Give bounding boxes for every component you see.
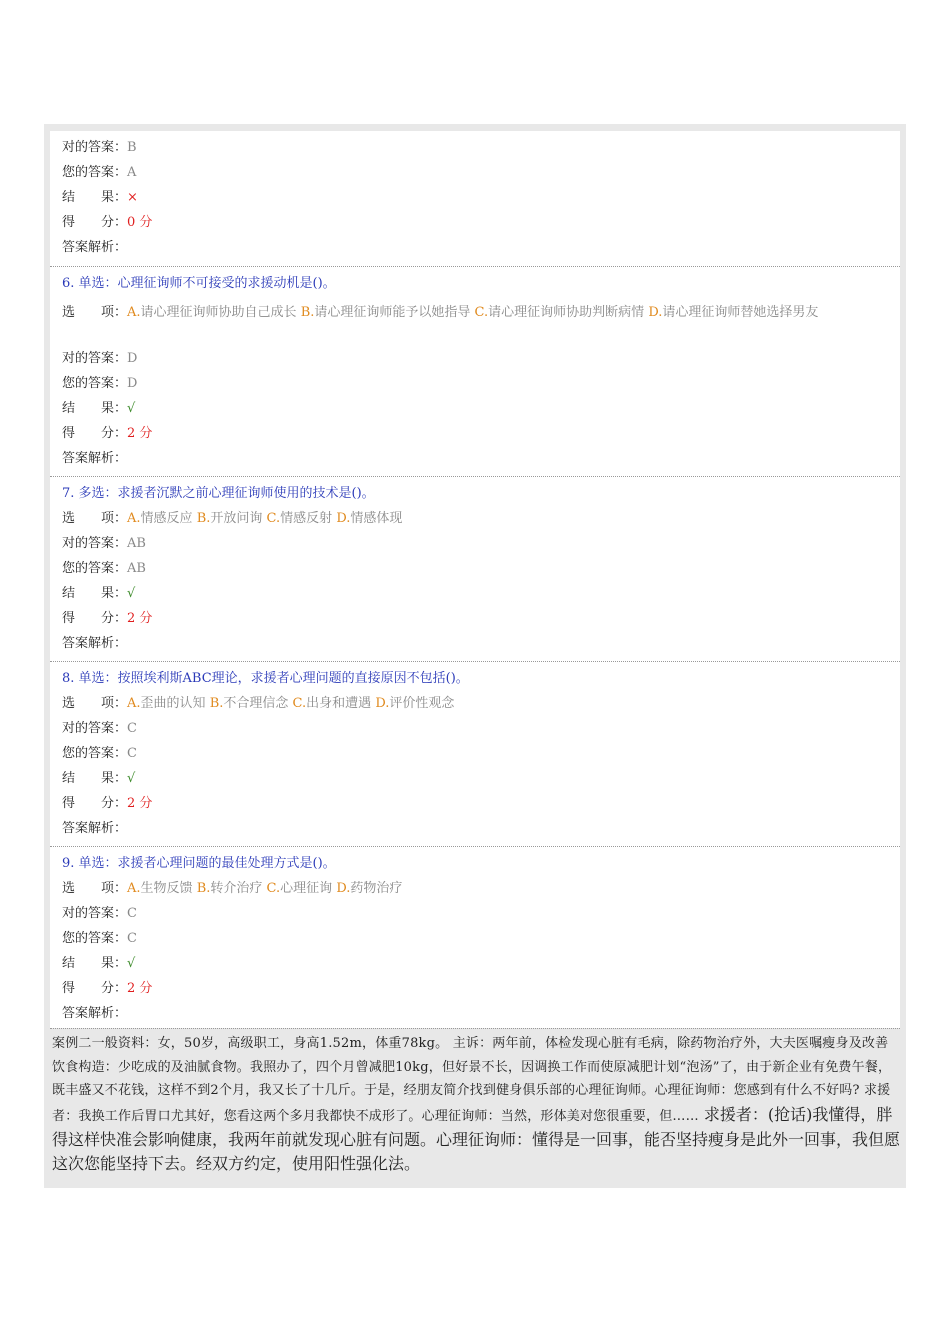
option-letter: D. (336, 511, 351, 526)
option-text: 开放问询 (210, 511, 263, 526)
option-text: 不合理信念 (223, 696, 289, 711)
analysis-row: 答案解析： (62, 451, 128, 466)
question-block-8 (50, 662, 900, 847)
option-letter: D. (648, 305, 663, 320)
question-block-7 (50, 477, 900, 662)
check-mark-icon: √ (127, 771, 136, 786)
option-letter: C. (266, 881, 281, 896)
question-title: 8. 单选：按照埃利斯ABC理论，求援者心理问题的直接原因不包括()。 (62, 671, 469, 686)
result-row: 结 果：√ (62, 586, 136, 601)
correct-answer-row: 对的答案：AB (62, 536, 146, 551)
option-text: 请心理征询师替她选择男友 (662, 305, 819, 320)
option-letter: A. (127, 881, 141, 896)
your-answer-row: 您的答案：C (62, 746, 137, 761)
option-text: 评价性观念 (389, 696, 455, 711)
analysis-row: 答案解析： (62, 636, 128, 651)
score-value: 2 分 (127, 611, 153, 626)
option-text: 转介治疗 (210, 881, 263, 896)
your-answer-row: 您的答案：C (62, 931, 137, 946)
question-title: 9. 单选：求援者心理问题的最佳处理方式是()。 (62, 856, 336, 871)
answer-panel (50, 131, 900, 1028)
your-answer: C (127, 746, 137, 761)
question-block-6 (50, 267, 900, 477)
your-answer-row: 您的答案：A (62, 165, 137, 180)
option-letter: D. (336, 881, 351, 896)
your-answer: A (127, 165, 137, 180)
option-letter: B. (196, 511, 211, 526)
correct-answer-row: 对的答案：C (62, 906, 137, 921)
option-letter: A. (127, 511, 141, 526)
score-row: 得 分：2 分 (62, 426, 153, 441)
score-value: 2 分 (127, 981, 153, 996)
analysis-row: 答案解析： (62, 240, 128, 255)
options-row: 选 项：A.请心理征询师协助自己成长 B.请心理征询师能予以她指导 C.请心理征询师协助判断病情 D.请心理征询师替她选择男友 (62, 305, 819, 320)
your-answer-row: 您的答案：AB (62, 561, 146, 576)
result-row: 结 果：× (62, 190, 138, 205)
option-text: 心理征询 (280, 881, 333, 896)
option-text: 生物反馈 (140, 881, 193, 896)
option-letter: A. (127, 696, 141, 711)
correct-answer: D (127, 351, 138, 366)
score-value: 0 分 (127, 215, 153, 230)
options-row: 选 项：A.歪曲的认知 B.不合理信念 C.出身和遭遇 D.评价性观念 (62, 696, 455, 711)
option-text: 请心理征询师协助判断病情 (488, 305, 645, 320)
score-value: 2 分 (127, 426, 153, 441)
option-letter: B. (209, 696, 224, 711)
correct-answer: C (127, 906, 137, 921)
score-value: 2 分 (127, 796, 153, 811)
question-title: 6. 单选：心理征询师不可接受的求援动机是()。 (62, 276, 336, 291)
options-row: 选 项：A.生物反馈 B.转介治疗 C.心理征询 D.药物治疗 (62, 881, 403, 896)
question-title: 7. 多选：求援者沉默之前心理征询师使用的技术是()。 (62, 486, 375, 501)
correct-answer: B (127, 140, 137, 155)
your-answer: C (127, 931, 137, 946)
score-row: 得 分：2 分 (62, 796, 153, 811)
option-text: 请心理征询师能予以她指导 (314, 305, 471, 320)
correct-answer: AB (127, 536, 146, 551)
question-block-9 (50, 847, 900, 1029)
check-mark-icon: √ (127, 401, 136, 416)
result-row: 结 果：√ (62, 771, 136, 786)
options-row: 选 项：A.情感反应 B.开放问询 C.情感反射 D.情感体现 (62, 511, 403, 526)
case-description (52, 1032, 900, 1175)
question-block-5 (50, 131, 900, 267)
option-letter: C. (474, 305, 489, 320)
option-letter: C. (292, 696, 307, 711)
case-text-part2: 求援者：(抢话)我懂得，胖得这样快准会影响健康，我两年前就发现心脏有问题。心理征询师：懂得是一回事，能否坚持瘦身是此外一回事，我但愿这次您能坚持下去。经双方约定，使用阳性强化法。 (52, 1104, 901, 1173)
option-text: 出身和遭遇 (306, 696, 372, 711)
option-text: 情感反应 (140, 511, 193, 526)
result-row: 结 果：√ (62, 401, 136, 416)
option-text: 请心理征询师协助自己成长 (140, 305, 297, 320)
option-letter: B. (196, 881, 211, 896)
check-mark-icon: √ (127, 956, 136, 971)
option-text: 情感反射 (280, 511, 333, 526)
option-letter: C. (266, 511, 281, 526)
option-text: 药物治疗 (350, 881, 403, 896)
case-text-part1: 案例二一般资料：女，50岁，高级职工，身高1.52m，体重78kg。 主诉：两年前，体检发现心脏有毛病，除药物治疗外，大夫医嘱瘦身及改善饮食构造：少吃成的及油腻食物。我照办了，四个月曾减肥10kg，但好景不长，因调换工作而使原减肥计划“泡汤”了，由于新企业有免费午餐，既丰盛又不花钱，这样不到2个月，我又长了十几斤。于是，经朋友简介找到健身俱乐部的心理征询师。心理征询师：您感到有什么不好吗? 求援者：我换工作后胃口尤其好，您看这两个多月我都快不成形了。心理征询师：当然，形体美对您很重要，但…… (52, 1036, 892, 1124)
option-letter: A. (127, 305, 141, 320)
check-mark-icon: √ (127, 586, 136, 601)
score-row: 得 分：0 分 (62, 215, 153, 230)
result-row: 结 果：√ (62, 956, 136, 971)
correct-answer-row: 对的答案：B (62, 140, 137, 155)
option-letter: B. (300, 305, 315, 320)
wrong-mark-icon: × (127, 190, 138, 205)
option-text: 歪曲的认知 (140, 696, 206, 711)
your-answer: AB (127, 561, 146, 576)
correct-answer-row: 对的答案：D (62, 351, 138, 366)
option-letter: D. (375, 696, 390, 711)
option-text: 情感体现 (350, 511, 403, 526)
analysis-row: 答案解析： (62, 1006, 128, 1021)
score-row: 得 分：2 分 (62, 611, 153, 626)
analysis-row: 答案解析： (62, 821, 128, 836)
correct-answer-row: 对的答案：C (62, 721, 137, 736)
correct-answer: C (127, 721, 137, 736)
your-answer: D (127, 376, 138, 391)
your-answer-row: 您的答案：D (62, 376, 138, 391)
score-row: 得 分：2 分 (62, 981, 153, 996)
